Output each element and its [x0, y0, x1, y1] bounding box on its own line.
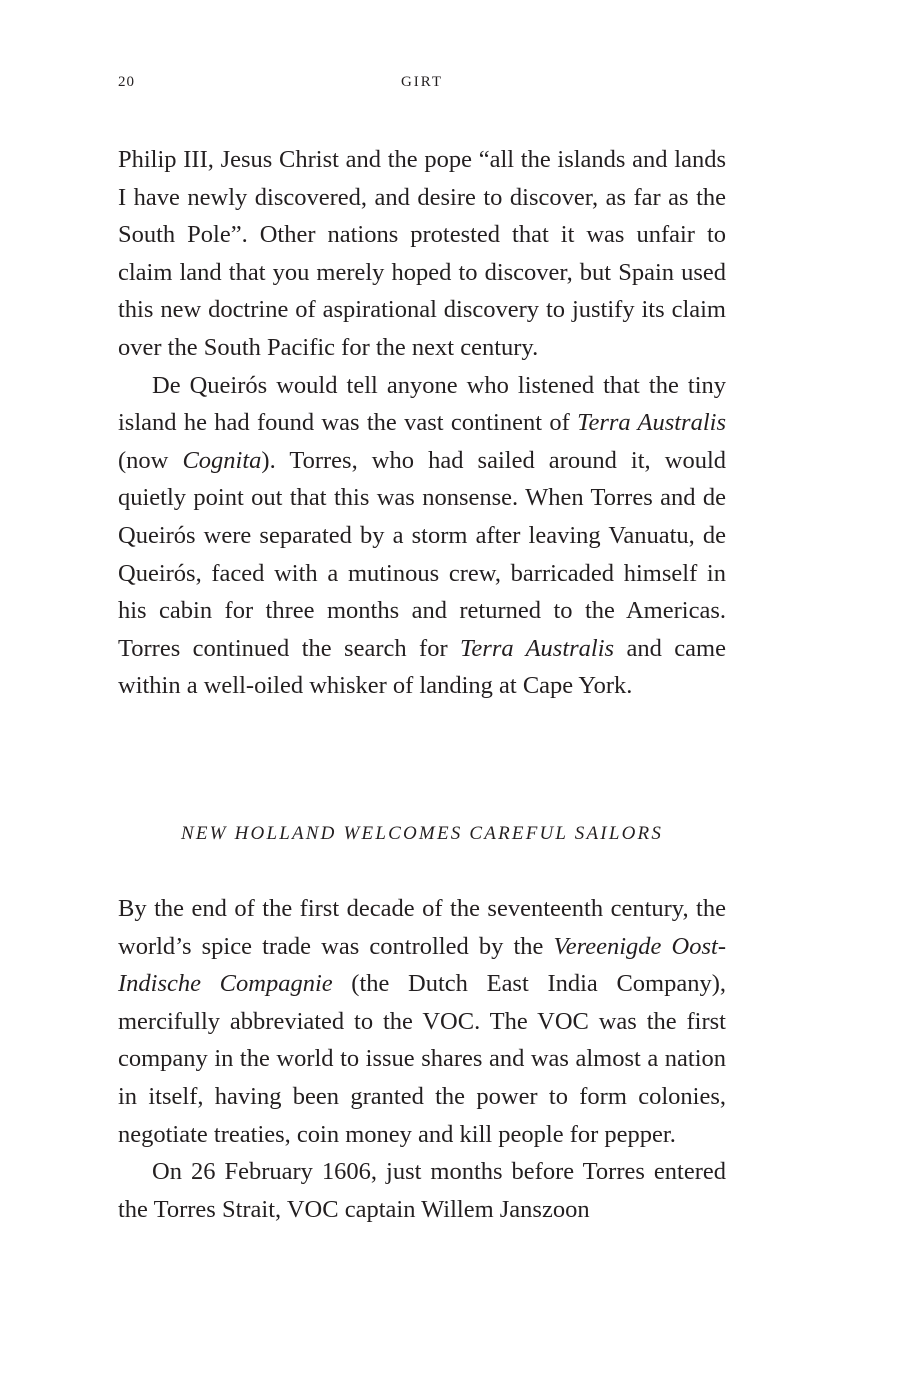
- text-span: Philip III, Jesus Christ and the pope “all the islands and lands I have newly discovered, and desire to discover, as far as the South Pole”. Other nations protested that it was unfair to claim land that you merely hoped to discover, but Spain used this new doctrine of aspirational discovery to justify its claim over the South Pacific for the next century.: [118, 146, 726, 361]
- italic-text-span: Terra Australis: [577, 409, 726, 437]
- paragraph: [118, 1153, 726, 1228]
- paragraph: [118, 141, 726, 367]
- text-span: (now: [118, 446, 183, 474]
- body-text-section: [118, 890, 726, 1228]
- running-head: [118, 74, 726, 98]
- text-span: On 26 February 1606, just months before Torres entered the Torres Strait, VOC captain Willem Janszoon: [118, 1158, 726, 1223]
- text-span: De Queirós would tell anyone who listened that the tiny island he had found was the vast continent of: [118, 371, 726, 437]
- text-span: (the Dutch East India Company), mercifully abbreviated to the VOC. The VOC was the first company in the world to issue shares and was almost a nation in itself, having been granted the power to form colonies, negotiate treaties, coin money and kill people for pepper.: [118, 970, 727, 1148]
- body-text-top: [118, 141, 726, 705]
- italic-text-span: Vereenigde Oost-Indische Compagnie: [118, 932, 726, 998]
- text-span: By the end of the first decade of the seventeenth century, the world’s spice trade was controlled by the: [118, 895, 726, 960]
- running-title: GIRT: [400, 74, 444, 90]
- paragraph: [118, 890, 726, 1153]
- text-span: ). Torres, who had sailed around it, would quietly point out that this was nonsense. When Torres and de Queirós were separated by a storm after leaving Vanuatu, de Queirós, faced with a mutinous crew, barricaded himself in his cabin for three months and returned to the Americas. Torres continued the search for: [118, 446, 726, 662]
- section-heading: NEW HOLLAND WELCOMES CAREFUL SAILORS: [180, 823, 664, 844]
- text-span: and came within a well-oiled whisker of landing at Cape York.: [118, 634, 726, 700]
- page-number: 20: [118, 74, 135, 90]
- italic-text-span: Cognita: [182, 446, 262, 474]
- italic-text-span: Terra Australis: [460, 634, 615, 662]
- paragraph: [118, 367, 726, 705]
